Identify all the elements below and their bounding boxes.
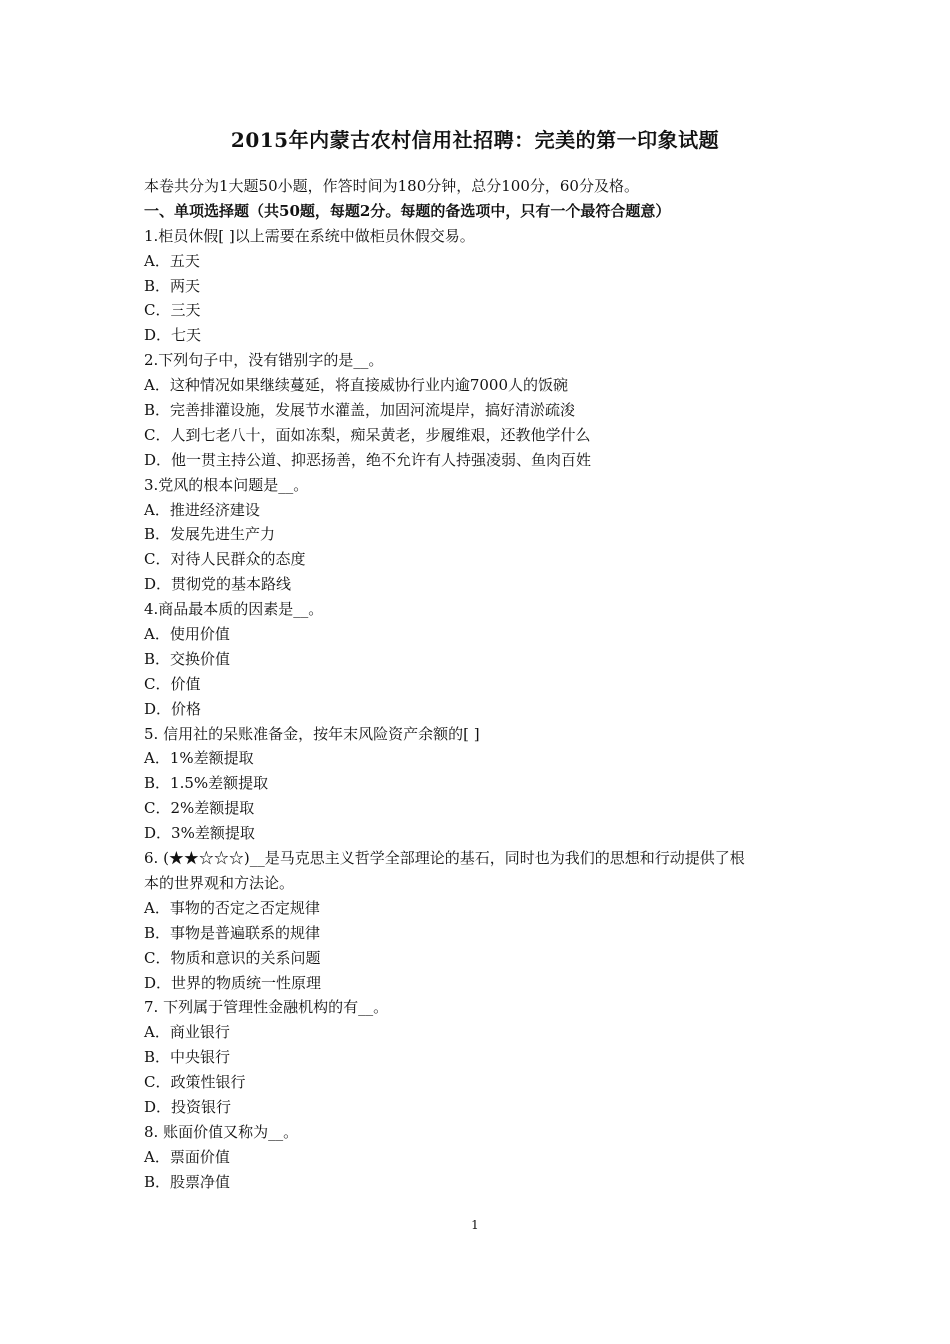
option-5d: D．3%差额提取 <box>144 824 255 843</box>
question-6: 6. (★★☆☆☆)__是马克思主义哲学全部理论的基石，同时也为我们的思想和行动提供了根 <box>144 849 745 868</box>
option-5c: C．2%差额提取 <box>144 799 255 818</box>
section-heading: 一、单项选择题（共50题，每题2分。每题的备选项中，只有一个最符合题意） <box>144 201 671 220</box>
option-4b: B．交换价值 <box>144 649 231 668</box>
question-1: 1.柜员休假[ ]以上需要在系统中做柜员休假交易。 <box>144 226 475 245</box>
option-4a: A．使用价值 <box>144 625 230 644</box>
question-7: 7. 下列属于管理性金融机构的有__。 <box>144 998 389 1017</box>
option-7a: A．商业银行 <box>144 1023 230 1042</box>
option-1a: A．五天 <box>144 251 200 270</box>
option-3c: C．对待人民群众的态度 <box>144 550 306 569</box>
option-3a: A．推进经济建设 <box>144 500 260 519</box>
option-7c: C．政策性银行 <box>144 1073 246 1092</box>
option-6c: C．物质和意识的关系问题 <box>144 948 321 967</box>
question-8: 8. 账面价值又称为__。 <box>144 1122 299 1141</box>
option-6b: B．事物是普遍联系的规律 <box>144 923 321 942</box>
question-2: 2.下列句子中，没有错别字的是__。 <box>144 351 384 370</box>
option-4c: C．价值 <box>144 674 201 693</box>
option-3d: D．贯彻党的基本路线 <box>144 575 292 594</box>
document-title: 2015年内蒙古农村信用社招聘：完美的第一印象试题 <box>230 128 720 152</box>
option-6d: D．世界的物质统一性原理 <box>144 973 322 992</box>
option-8a: A．票面价值 <box>144 1147 230 1166</box>
question-4: 4.商品最本质的因素是__。 <box>144 600 324 619</box>
question-3: 3.党风的根本问题是__。 <box>144 475 309 494</box>
exam-intro: 本卷共分为1大题50小题，作答时间为180分钟，总分100分，60分及格。 <box>144 177 639 195</box>
option-1b: B．两天 <box>144 276 201 295</box>
question-5: 5. 信用社的呆账准备金，按年末风险资产余额的[ ] <box>144 724 480 743</box>
option-2d: D．他一贯主持公道、抑恶扬善，绝不允许有人持强凌弱、鱼肉百姓 <box>144 450 592 469</box>
option-1c: C．三天 <box>144 301 201 320</box>
option-7b: B．中央银行 <box>144 1048 231 1067</box>
question-6-continued: 本的世界观和方法论。 <box>144 873 295 892</box>
option-1d: D．七天 <box>144 326 202 345</box>
option-5a: A．1%差额提取 <box>144 749 254 768</box>
option-7d: D．投资银行 <box>144 1097 232 1116</box>
option-6a: A．事物的否定之否定规律 <box>144 898 320 917</box>
option-2b: B．完善排灌设施，发展节水灌盖，加固河流堤岸，搞好清淤疏浚 <box>144 401 576 420</box>
option-4d: D．价格 <box>144 699 202 718</box>
document-body <box>144 174 824 1195</box>
page-number: 1 <box>471 1218 479 1232</box>
option-3b: B．发展先进生产力 <box>144 525 276 544</box>
option-2c: C．人到七老八十，面如冻梨，痴呆黄老，步履维艰，还教他学什么 <box>144 425 591 444</box>
option-5b: B．1.5%差额提取 <box>144 774 269 793</box>
option-8b: B．股票净值 <box>144 1172 231 1191</box>
option-2a: A．这种情况如果继续蔓延，将直接威协行业内逾7000人的饭碗 <box>144 376 569 395</box>
